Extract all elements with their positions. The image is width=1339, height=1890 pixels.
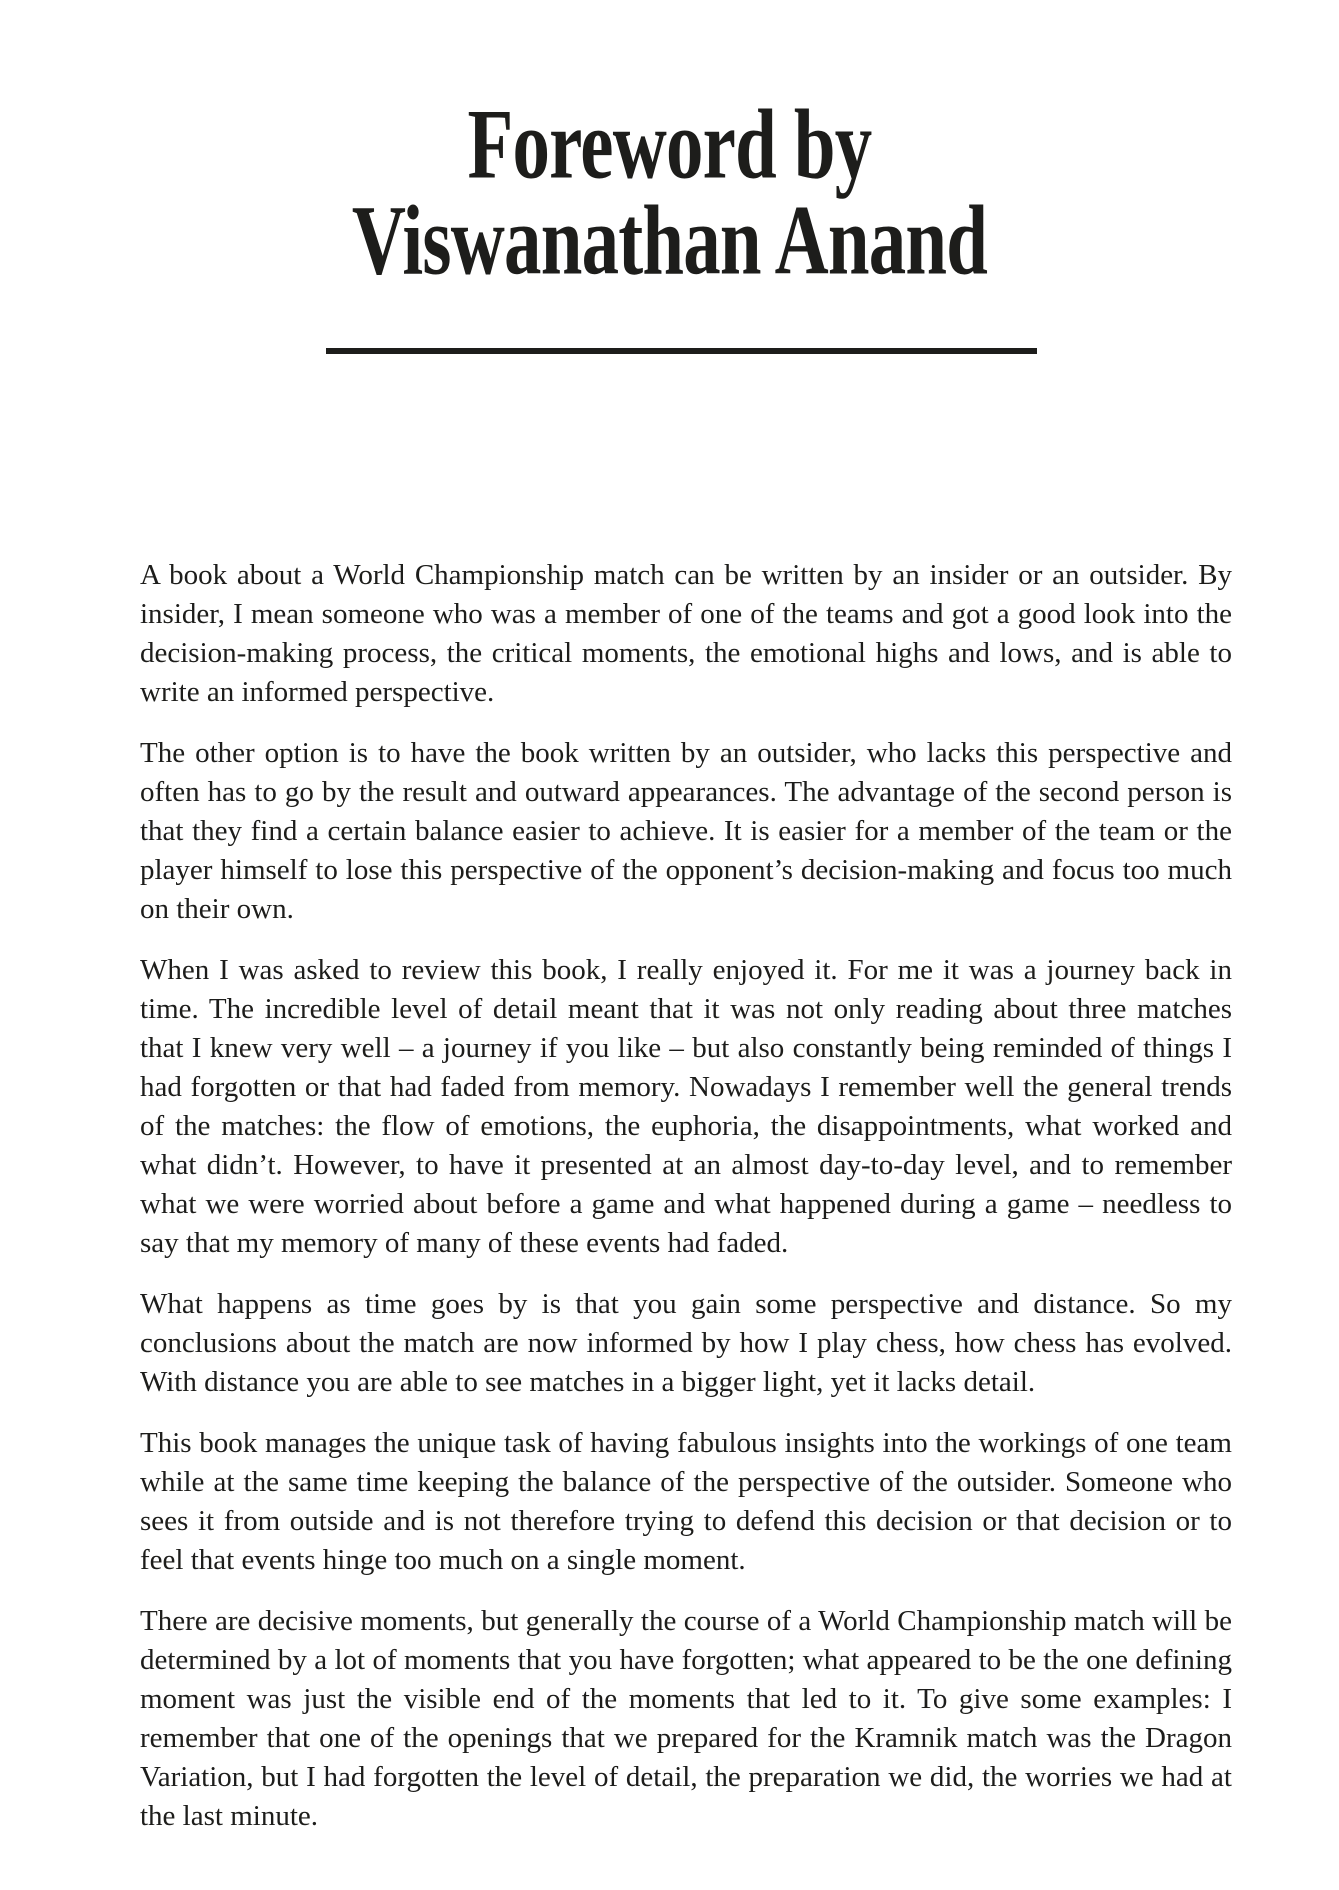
foreword-paragraph: There are decisive moments, but generally the course of a World Championship match will be determined by a lot of moments that you have forgotten; what appeared to be the one defining moment was just the visible end of the moments that led to it. To give some examples: I remember that one of the openings that we prepared for the Kramnik match was the Dragon Variation, but I had forgotten the level of detail, the preparation we did, the worries we had at the last minute. [140, 1605, 1232, 1832]
foreword-paragraph: The other option is to have the book written by an outsider, who lacks this perspective and often has to go by the result and outward appearances. The advantage of the second person is that they find a certain balance easier to achieve. It is easier for a member of the team or the player himself to lose this perspective of the opponent’s decision-making and focus too much on their own. [140, 737, 1232, 925]
chapter-title [0, 0, 1339, 296]
foreword-paragraph: What happens as time goes by is that you gain some perspective and distance. So my conclusions about the match are now informed by how I play chess, how chess has evolved. With distance you are able to see matches in a bigger light, yet it lacks detail. [140, 1288, 1232, 1398]
foreword-paragraph: This book manages the unique task of having fabulous insights into the workings of one team while at the same time keeping the balance of the perspective of the outsider. Someone who sees it from outside and is not therefore trying to defend this decision or that decision or to feel that events hinge too much on a single moment. [140, 1427, 1232, 1576]
title-divider-rule [326, 348, 1037, 354]
foreword-paragraph: A book about a World Championship match can be written by an insider or an outsider. By insider, I mean someone who was a member of one of the teams and got a good look into the decision-making process, the critical moments, the emotional highs and lows, and is able to write an informed perspective. [140, 559, 1232, 708]
foreword-body [140, 556, 1232, 1836]
page-title-line-1: Foreword by [467, 87, 872, 200]
foreword-paragraph: When I was asked to review this book, I really enjoyed it. For me it was a journey back in time. The incredible level of detail meant that it was not only reading about three matches that I knew very well – a journey if you like – but also constantly being reminded of things I had forgotten or that had faded from memory. Nowadays I remember well the general trends of the matches: the flow of emotions, the euphoria, the disappointments, what worked and what didn’t. However, to have it presented at an almost day-to-day level, and to remember what we were worried about before a game and what happened during a game – needless to say that my memory of many of these events had faded. [140, 954, 1232, 1259]
page-title-line-2: Viswanathan Anand [351, 183, 988, 296]
